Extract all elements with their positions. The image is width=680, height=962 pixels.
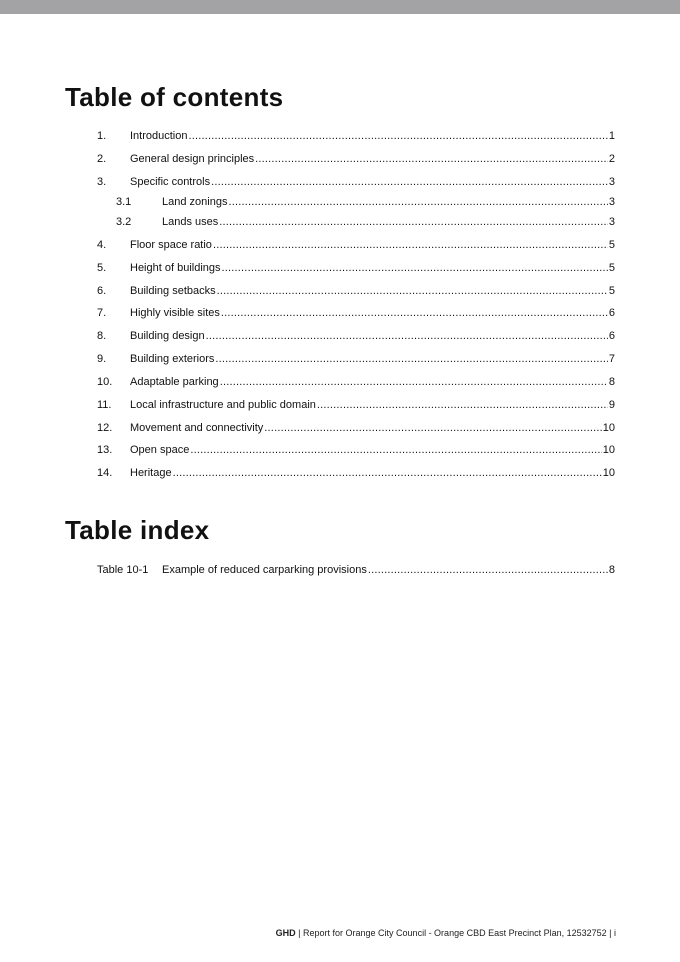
toc-entry-page: 5 [608, 239, 615, 251]
toc-entry-number: 13. [97, 444, 113, 456]
toc-entry-title: Highly visible sites [130, 307, 220, 319]
toc-entry-number: 9. [97, 353, 107, 365]
toc-entry[interactable] [97, 397, 615, 413]
toc-entry[interactable] [97, 260, 615, 276]
toc-entry-number: 3. [97, 176, 107, 188]
toc-entry-number: 3.2 [116, 216, 132, 228]
toc-dot-leader [255, 151, 608, 167]
toc-entry-title: Building exteriors [130, 353, 215, 365]
table-index-dot-leader [368, 562, 608, 578]
toc-entry-page: 7 [608, 353, 615, 365]
toc-entry[interactable] [97, 128, 615, 144]
table-index-title: Example of reduced carparking provisions [162, 564, 367, 576]
toc-entry-number: 4. [97, 239, 107, 251]
toc-entry[interactable] [97, 465, 615, 481]
toc-dot-leader [190, 442, 601, 458]
footer-text: | Report for Orange City Council - Orange CBD East Precinct Plan, 12532752 | i [295, 928, 616, 938]
toc-entry-page: 10 [602, 467, 615, 479]
toc-entry[interactable] [97, 283, 615, 299]
toc-entry-number: 11. [97, 399, 112, 411]
toc-dot-leader [317, 397, 608, 413]
toc-entry-title: Adaptable parking [130, 376, 219, 388]
toc-dot-leader [221, 305, 608, 321]
toc-entry-number: 8. [97, 330, 107, 342]
toc-heading: Table of contents [65, 82, 284, 112]
toc-entry-title: Land zonings [162, 196, 228, 208]
toc-entry-number: 5. [97, 262, 107, 274]
toc-dot-leader [188, 128, 607, 144]
toc-entry-page: 10 [602, 422, 615, 434]
toc-dot-leader [173, 465, 602, 481]
toc-entry-number: 10. [97, 376, 113, 388]
toc-entry-page: 6 [608, 330, 615, 342]
toc-entry[interactable] [97, 328, 615, 344]
toc-entry[interactable] [97, 442, 615, 458]
toc-entry[interactable] [97, 305, 615, 321]
toc-dot-leader [217, 283, 608, 299]
table-index-page: 8 [608, 564, 615, 576]
toc-entry-page: 3 [608, 196, 615, 208]
toc-dot-leader [213, 237, 608, 253]
toc-dot-leader [222, 260, 608, 276]
toc-entry-title: Floor space ratio [130, 239, 212, 251]
toc-entry-number: 12. [97, 422, 113, 434]
toc-entry-page: 1 [608, 130, 615, 142]
toc-dot-leader [220, 374, 608, 390]
toc-entry-number: 3.1 [116, 196, 132, 208]
toc-entry[interactable] [97, 151, 615, 167]
toc-entry-number: 14. [97, 467, 113, 479]
toc-dot-leader [219, 214, 608, 230]
toc-entry-page: 5 [608, 262, 615, 274]
toc-entry-title: Introduction [130, 130, 188, 142]
toc-subentry[interactable] [97, 214, 615, 230]
toc-entry[interactable] [97, 420, 615, 436]
toc-entry-title: Local infrastructure and public domain [130, 399, 316, 411]
toc-entry-title: Heritage [130, 467, 172, 479]
toc-entry-page: 3 [608, 176, 615, 188]
toc-entry[interactable] [97, 237, 615, 253]
table-index-number: Table 10-1 [97, 564, 149, 576]
toc-dot-leader [211, 174, 608, 190]
toc-entry-number: 7. [97, 307, 107, 319]
footer-brand: GHD [275, 928, 296, 938]
page-top-bar [0, 0, 680, 14]
toc-subentry[interactable] [97, 194, 615, 210]
toc-entry-page: 3 [608, 216, 615, 228]
toc-entry-page: 5 [608, 285, 615, 297]
toc-entry-page: 2 [608, 153, 615, 165]
toc-entry-number: 2. [97, 153, 107, 165]
toc-entry-title: General design principles [130, 153, 255, 165]
toc-entry-number: 6. [97, 285, 107, 297]
table-index-entry[interactable] [97, 562, 615, 578]
toc-entry-title: Movement and connectivity [130, 422, 264, 434]
toc-entry[interactable] [97, 374, 615, 390]
toc-dot-leader [206, 328, 608, 344]
toc-entry-title: Height of buildings [130, 262, 221, 274]
toc-entry-title: Specific controls [130, 176, 211, 188]
toc-entry-page: 10 [602, 444, 615, 456]
toc-entry-title: Lands uses [162, 216, 219, 228]
toc-dot-leader [228, 194, 607, 210]
table-index-heading: Table index [65, 515, 210, 545]
toc-entry-page: 8 [608, 376, 615, 388]
toc-entry[interactable] [97, 351, 615, 367]
toc-entry-page: 6 [608, 307, 615, 319]
toc-entry-title: Building setbacks [130, 285, 216, 297]
toc-entry-title: Open space [130, 444, 190, 456]
toc-entry[interactable] [97, 174, 615, 190]
toc-dot-leader [264, 420, 601, 436]
toc-entry-page: 9 [608, 399, 615, 411]
toc-dot-leader [215, 351, 608, 367]
toc-entry-title: Building design [130, 330, 205, 342]
page-footer [276, 928, 616, 938]
toc-entry-number: 1. [97, 130, 107, 142]
